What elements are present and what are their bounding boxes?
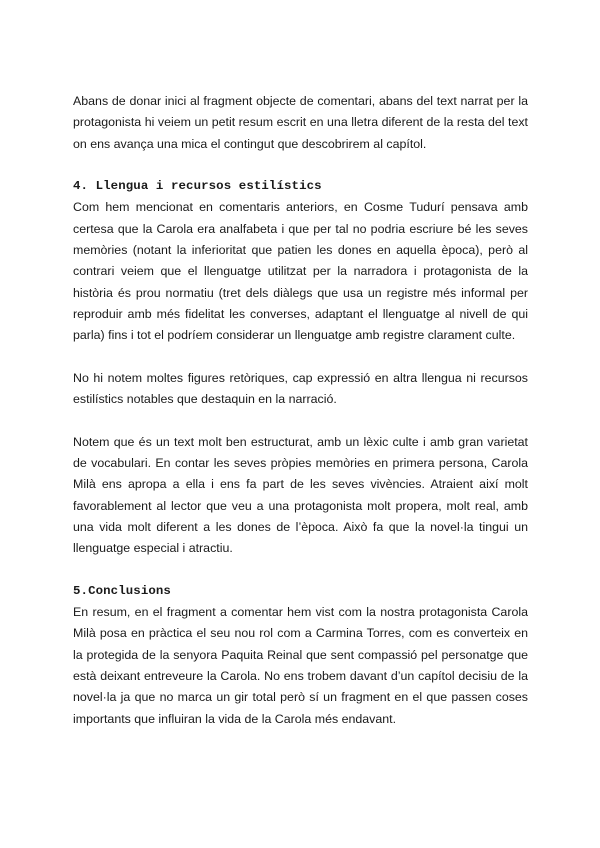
section-4-paragraph-3: Notem que és un text molt ben estructurat, amb un lèxic culte i amb gran varietat de vocabulari. En contar les seves pròpies memòries en primera persona, Carola Milà ens apropa a ella i ens fa part de les seves vivències. Atraient així molt favorablement al lector que veu a una protagonista molt propera, molt real, amb una vida molt diferent a les dones de l’època. Això fa que la novel·la tingui un llenguatge especial i atractiu. [73, 434, 528, 556]
paragraph-spacer [73, 347, 528, 368]
paragraph-spacer [73, 410, 528, 431]
paragraph-spacer [73, 155, 528, 176]
section-4-paragraph-2: No hi notem moltes figures retòriques, cap expressió en altra llengua ni recursos estilístics notables que destaquin en la narració. [73, 370, 528, 407]
intro-paragraph: Abans de donar inici al fragment objecte de comentari, abans del text narrat per la protagonista hi veiem un petit resum escrit en una lletra diferent de la resta del text on ens avança una mica el contingut que descobrirem al capítol. [73, 94, 528, 151]
document-body [73, 91, 528, 730]
section-4-paragraph-1: Com hem mencionat en comentaris anteriors, en Cosme Tudurí pensava amb certesa que la Carola era analfabeta i que per tal no podria escriure bé les seves memòries (notant la inferioritat que patien les dones en aquella època), però al contrari veiem que el llenguatge utilitzat per la narradora i protagonista de la història és prou normatiu (tret dels diàlegs que usa un registre més informal per reproduir amb més fidelitat les converses, adaptant el llenguatge al nivell de qui parla) fins i tot el podríem considerar un llenguatge amb registre clarament culte. [73, 200, 528, 343]
paragraph-spacer [73, 560, 528, 581]
section-5-paragraph-1: En resum, en el fragment a comentar hem vist com la nostra protagonista Carola Milà posa en pràctica el seu nou rol com a Carmina Torres, com es converteix en la protegida de la senyora Paquita Reinal que sent compassió pel personatge que està deixant entreveure la Carola. No ens trobem davant d’un capítol decisiu de la novel·la ja que no marca un gir total però sí un fragment en el que passen coses importants que influiran la vida de la Carola més endavant. [73, 605, 528, 726]
section-4-heading: 4. Llengua i recursos estilístics [73, 179, 322, 194]
section-5-heading: 5.Conclusions [73, 583, 171, 598]
